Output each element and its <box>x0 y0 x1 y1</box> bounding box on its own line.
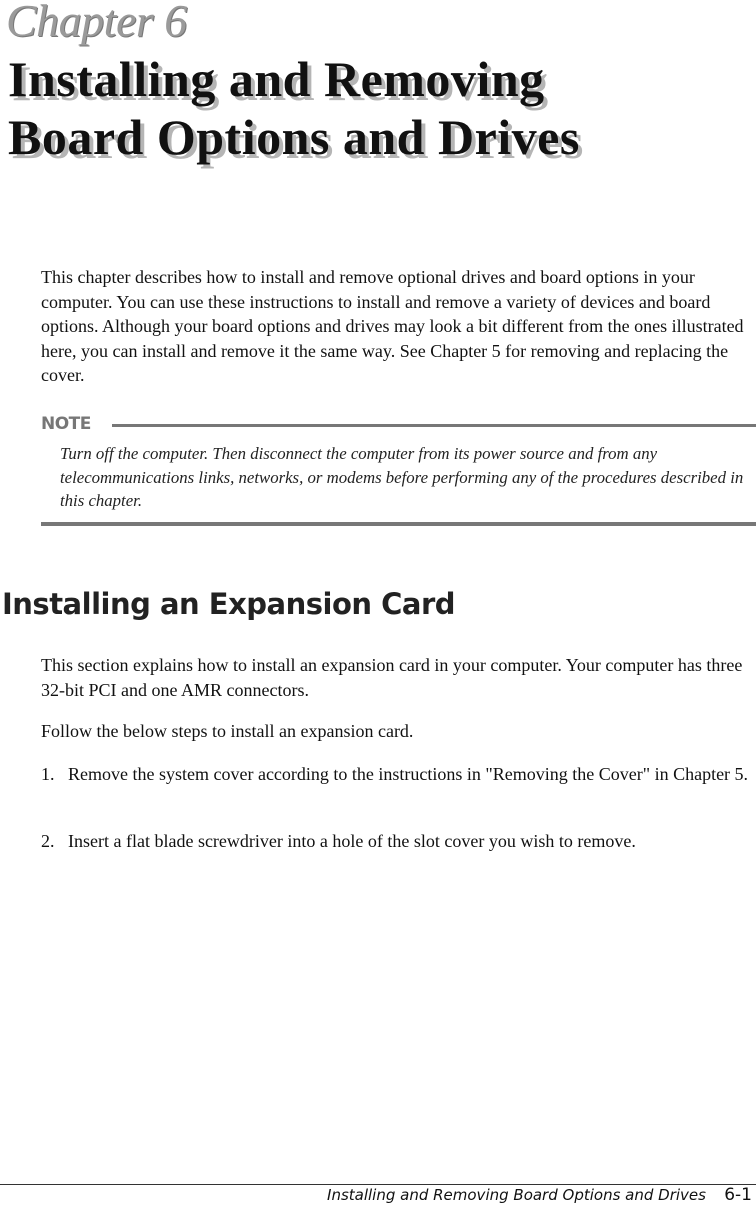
note-bottom-divider <box>41 522 756 526</box>
step-number: 1. <box>41 764 55 784</box>
chapter-title-line1: Installing and Removing <box>8 51 545 107</box>
note-label: NOTE <box>41 414 91 434</box>
step-text: Insert a flat blade screwdriver into a hole of the slot cover you wish to remove. <box>68 831 636 851</box>
footer-title: Installing and Removing Board Options and Drives <box>327 1186 706 1204</box>
chapter-title-line2: Board Options and Drives <box>8 109 580 165</box>
note-divider <box>112 424 756 427</box>
chapter-number: Chapter 6 <box>6 0 187 46</box>
page-number: 6-1 <box>724 1185 752 1205</box>
page-footer <box>327 1185 752 1205</box>
intro-paragraph: This chapter describes how to install and remove optional drives and board options in your computer. You can use these instructions to install and remove a variety of devices and board options. Although your board options and drives may look a bit different from the ones illustrated here, you can install and remove it the same way. See Chapter 5 for removing and replacing the cover. <box>41 267 744 385</box>
step-number: 2. <box>41 831 55 851</box>
step-text: Remove the system cover according to the instructions in "Removing the Cover" in Chapter 5. <box>68 764 749 784</box>
section-paragraph-1: This section explains how to install an expansion card in your computer. Your computer has three 32-bit PCI and one AMR connectors. <box>41 655 743 700</box>
section-heading: Installing an Expansion Card <box>2 587 456 621</box>
section-paragraph-2: Follow the below steps to install an expansion card. <box>41 721 414 741</box>
note-text: Turn off the computer. Then disconnect the computer from its power source and from any telecommunications links, networks, or modems before performing any of the procedures described in this chapter. <box>60 444 744 510</box>
